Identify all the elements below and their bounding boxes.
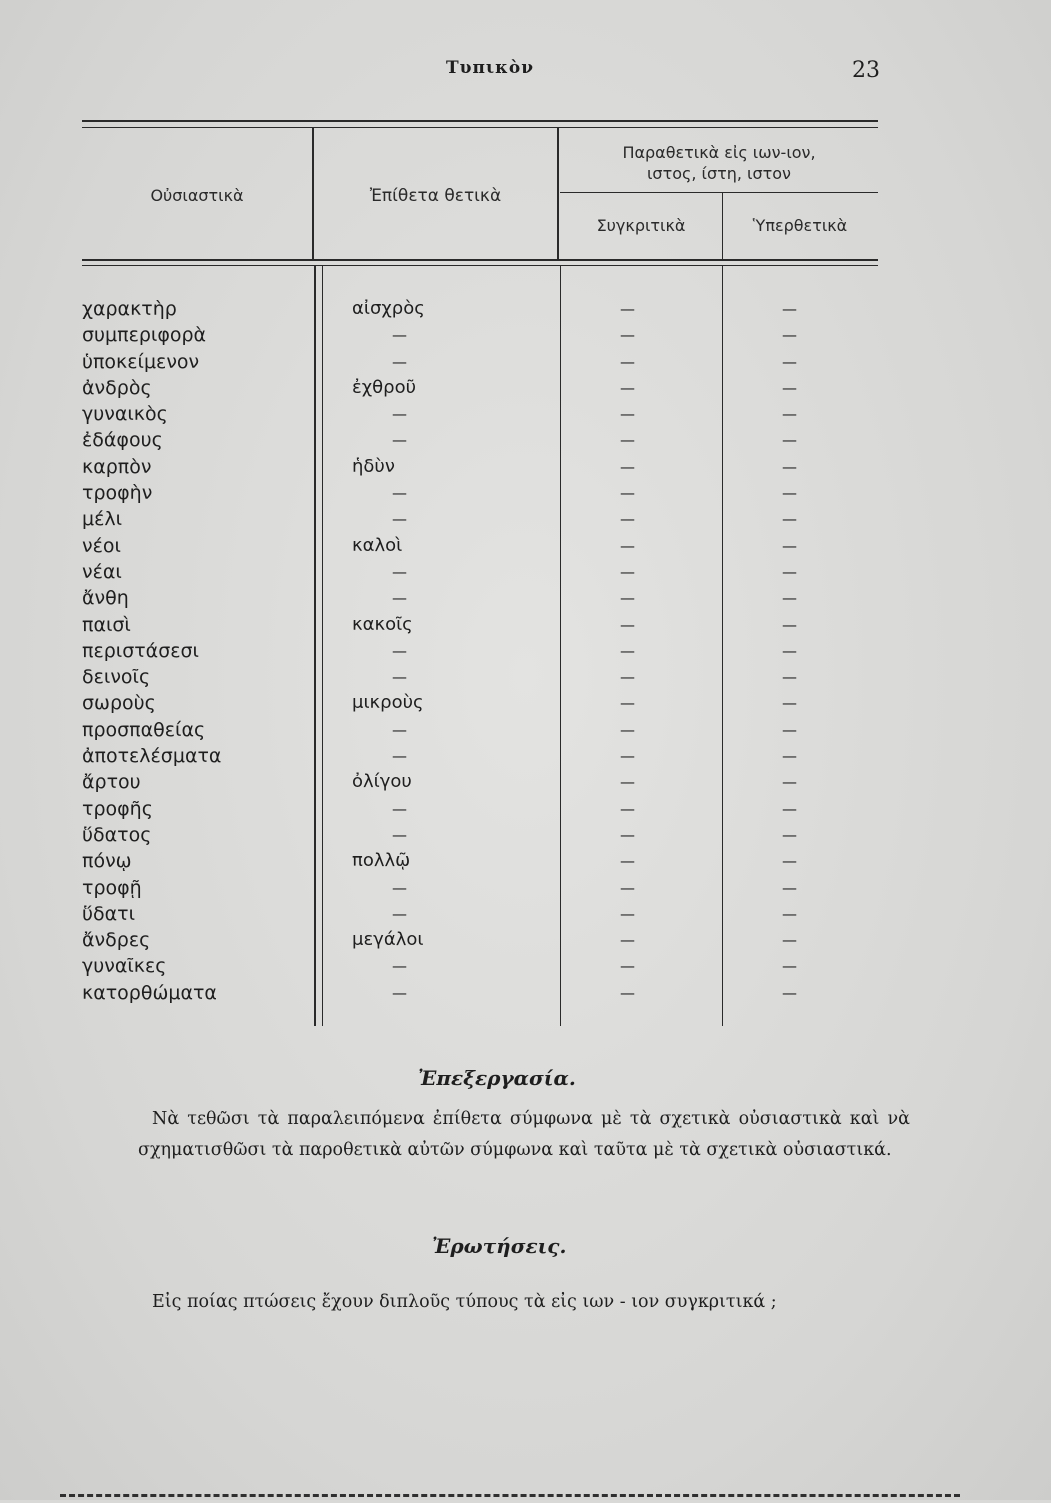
table-row xyxy=(82,638,882,664)
noun-cell: δεινοῖς xyxy=(82,666,151,689)
table-row xyxy=(82,533,882,559)
comparative-blank-dash: — xyxy=(620,352,635,371)
header-derived-line1: Παραθετικὰ εἰς ιων-ιον, xyxy=(622,143,816,162)
subheader-rule xyxy=(560,192,878,193)
noun-cell: μέλι xyxy=(82,508,123,531)
page-number: 23 xyxy=(852,58,880,83)
comparative-blank-dash: — xyxy=(620,589,635,608)
noun-cell: τροφῇ xyxy=(82,876,142,899)
adjective-blank-dash: — xyxy=(392,510,407,529)
comparative-blank-dash: — xyxy=(620,747,635,766)
adjective-blank-dash: — xyxy=(392,484,407,503)
comparative-blank-dash: — xyxy=(620,878,635,897)
table-body xyxy=(82,296,882,1006)
header-nouns: Οὐσιαστικὰ xyxy=(150,186,244,205)
table-row xyxy=(82,375,882,401)
comparative-blank-dash: — xyxy=(620,694,635,713)
header-superlative: Ὑπερθετικὰ xyxy=(752,216,848,235)
adjective-blank-dash: — xyxy=(392,641,407,660)
superlative-blank-dash: — xyxy=(782,431,797,450)
superlative-blank-dash: — xyxy=(782,378,797,397)
comparative-blank-dash: — xyxy=(620,668,635,687)
table-row xyxy=(82,796,882,822)
adjective-blank-dash: — xyxy=(392,405,407,424)
comparative-blank-dash: — xyxy=(620,484,635,503)
table-top-rule xyxy=(82,120,878,122)
superlative-blank-dash: — xyxy=(782,510,797,529)
noun-cell: νέοι xyxy=(82,534,121,557)
superlative-blank-dash: — xyxy=(782,615,797,634)
table-row xyxy=(82,454,882,480)
noun-cell: χαρακτὴρ xyxy=(82,298,177,320)
comparative-blank-dash: — xyxy=(620,615,635,634)
superlative-blank-dash: — xyxy=(782,326,797,345)
superlative-blank-dash: — xyxy=(782,694,797,713)
superlative-blank-dash: — xyxy=(782,904,797,923)
table-row xyxy=(82,927,882,953)
questions-text: Εἰς ποίας πτώσεις ἔχουν διπλοῦς τύπους τὰ εἰς ιων - ιον συγκριτικά ; xyxy=(152,1292,777,1312)
noun-cell: τροφὴν xyxy=(82,482,153,505)
superlative-blank-dash: — xyxy=(782,641,797,660)
table-row xyxy=(82,743,882,769)
noun-cell: προσπαθείας xyxy=(82,718,206,741)
adjective-cell: μεγάλοι xyxy=(352,929,424,951)
adjective-blank-dash: — xyxy=(392,326,407,345)
adjective-blank-dash: — xyxy=(392,904,407,923)
table-row xyxy=(82,427,882,453)
superlative-blank-dash: — xyxy=(782,668,797,687)
noun-cell: ἄρτου xyxy=(82,771,141,794)
noun-cell: ἄνδρες xyxy=(82,929,151,952)
superlative-blank-dash: — xyxy=(782,931,797,950)
bottom-edge-marks xyxy=(60,1494,960,1503)
adjective-blank-dash: — xyxy=(392,352,407,371)
superlative-blank-dash: — xyxy=(782,405,797,424)
table-row xyxy=(82,559,882,585)
adjective-cell: ὀλίγου xyxy=(352,771,412,793)
exercise-title: Ἐπεξεργασία. xyxy=(418,1066,576,1090)
comparative-blank-dash: — xyxy=(620,300,635,318)
adjective-blank-dash: — xyxy=(392,747,407,766)
header-derived-line2: ιστος, ίστη, ιστον xyxy=(647,164,791,183)
adjective-blank-dash: — xyxy=(392,562,407,581)
table-row xyxy=(82,322,882,348)
noun-cell: τροφῆς xyxy=(82,797,153,820)
comparative-blank-dash: — xyxy=(620,536,635,555)
superlative-blank-dash: — xyxy=(782,747,797,766)
comparative-blank-dash: — xyxy=(620,405,635,424)
header-bottom-rule xyxy=(82,259,878,261)
comparative-blank-dash: — xyxy=(620,720,635,739)
table-row xyxy=(82,901,882,927)
table-row xyxy=(82,769,882,795)
comparative-blank-dash: — xyxy=(620,957,635,976)
noun-cell: ὑποκείμενον xyxy=(82,350,200,373)
superlative-blank-dash: — xyxy=(782,457,797,476)
header-divider-2 xyxy=(557,128,559,260)
table-row xyxy=(82,822,882,848)
noun-cell: ἄνθη xyxy=(82,587,129,610)
adjective-blank-dash: — xyxy=(392,825,407,844)
table-row xyxy=(82,664,882,690)
adjective-cell: πολλῷ xyxy=(352,850,411,872)
comparative-blank-dash: — xyxy=(620,825,635,844)
noun-cell: νέαι xyxy=(82,560,122,583)
superlative-blank-dash: — xyxy=(782,799,797,818)
comparative-blank-dash: — xyxy=(620,326,635,345)
noun-cell: περιστάσεσι xyxy=(82,639,199,662)
comparative-blank-dash: — xyxy=(620,852,635,871)
adjective-blank-dash: — xyxy=(392,431,407,450)
table-row xyxy=(82,612,882,638)
adjective-blank-dash: — xyxy=(392,878,407,897)
adjective-blank-dash: — xyxy=(392,668,407,687)
table-row xyxy=(82,848,882,874)
table-row xyxy=(82,980,882,1006)
noun-cell: γυναικὸς xyxy=(82,403,168,426)
noun-cell: γυναῖκες xyxy=(82,955,167,978)
adjective-blank-dash: — xyxy=(392,589,407,608)
comparative-blank-dash: — xyxy=(620,799,635,818)
table-row xyxy=(82,690,882,716)
noun-cell: ὕδατι xyxy=(82,902,136,925)
table-row xyxy=(82,717,882,743)
table-row xyxy=(82,480,882,506)
comparative-blank-dash: — xyxy=(620,510,635,529)
superlative-blank-dash: — xyxy=(782,957,797,976)
table-row xyxy=(82,875,882,901)
running-header: Τυπικὸν xyxy=(446,58,534,78)
superlative-blank-dash: — xyxy=(782,825,797,844)
comparative-blank-dash: — xyxy=(620,904,635,923)
comparative-blank-dash: — xyxy=(620,378,635,397)
superlative-blank-dash: — xyxy=(782,536,797,555)
adjective-blank-dash: — xyxy=(392,799,407,818)
comparative-blank-dash: — xyxy=(620,641,635,660)
comparative-blank-dash: — xyxy=(620,562,635,581)
adjective-cell: καλοὶ xyxy=(352,534,403,556)
adjective-cell: μικροὺς xyxy=(352,692,424,714)
adjective-cell: ἐχθροῦ xyxy=(352,376,416,398)
adjective-cell: αἰσχρὸς xyxy=(352,298,425,319)
header-bottom-rule-second xyxy=(82,265,878,266)
table-row xyxy=(82,349,882,375)
superlative-blank-dash: — xyxy=(782,352,797,371)
table-top-rule-second xyxy=(82,127,878,128)
noun-cell: ἐδάφους xyxy=(82,429,163,452)
adjective-cell: ἡδὺν xyxy=(352,455,395,477)
superlative-blank-dash: — xyxy=(782,852,797,871)
comparative-blank-dash: — xyxy=(620,457,635,476)
table-row xyxy=(82,401,882,427)
noun-cell: ἀνδρὸς xyxy=(82,376,152,399)
noun-cell: ὕδατος xyxy=(82,823,152,846)
table-row xyxy=(82,585,882,611)
adjective-blank-dash: — xyxy=(392,983,407,1002)
comparative-blank-dash: — xyxy=(620,983,635,1002)
adjective-blank-dash: — xyxy=(392,720,407,739)
superlative-blank-dash: — xyxy=(782,300,797,318)
header-comparative: Συγκριτικὰ xyxy=(596,216,686,235)
noun-cell: σωροὺς xyxy=(82,692,156,715)
superlative-blank-dash: — xyxy=(782,720,797,739)
comparative-blank-dash: — xyxy=(620,431,635,450)
superlative-blank-dash: — xyxy=(782,484,797,503)
questions-title: Ἐρωτήσεις. xyxy=(432,1234,567,1258)
exercise-text: Νὰ τεθῶσι τὰ παραλειπόμενα ἐπίθετα σύμφωνα μὲ τὰ σχετικὰ οὐσιαστικὰ καὶ νὰ σχηματισθῶσι τὰ παροθετικὰ αὐτῶν σύμφωνα καὶ ταῦτα μὲ τὰ σχετικὰ οὐσιαστικά. xyxy=(138,1109,910,1160)
noun-cell: ἀποτελέσματα xyxy=(82,745,222,768)
noun-cell: παισὶ xyxy=(82,613,131,636)
noun-cell: συμπεριφορὰ xyxy=(82,324,207,347)
table-row xyxy=(82,296,882,322)
header-adjectives: Ἐπίθετα θετικὰ xyxy=(369,186,502,206)
table-row xyxy=(82,953,882,979)
table-row xyxy=(82,506,882,532)
superlative-blank-dash: — xyxy=(782,878,797,897)
adjective-cell: κακοῖς xyxy=(352,613,413,635)
noun-cell: πόνῳ xyxy=(82,850,132,873)
noun-cell: καρπὸν xyxy=(82,455,152,478)
noun-cell: κατορθώματα xyxy=(82,981,217,1004)
superlative-blank-dash: — xyxy=(782,983,797,1002)
comparative-blank-dash: — xyxy=(620,773,635,792)
superlative-blank-dash: — xyxy=(782,773,797,792)
adjective-blank-dash: — xyxy=(392,957,407,976)
superlative-blank-dash: — xyxy=(782,589,797,608)
superlative-blank-dash: — xyxy=(782,562,797,581)
comparative-blank-dash: — xyxy=(620,931,635,950)
